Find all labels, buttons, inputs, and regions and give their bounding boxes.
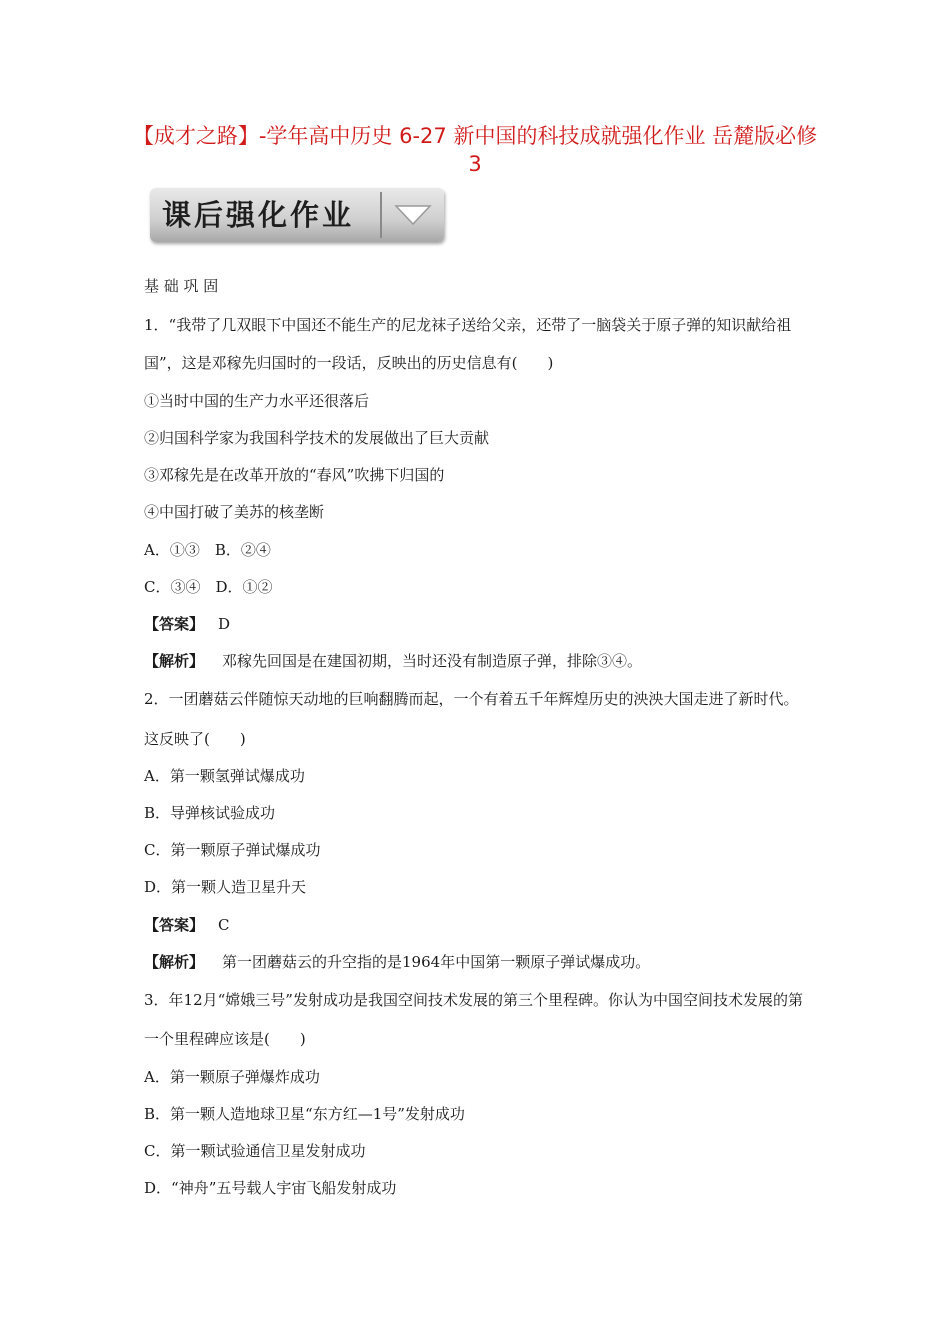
analysis-text: 第一团蘑菇云的升空指的是1964年中国第一颗原子弹试爆成功。	[222, 953, 651, 971]
answer-value: C	[218, 916, 230, 934]
q3-stem-line2: 一个里程碑应该是( )	[144, 1030, 306, 1048]
q2-option: B．导弹核试验成功	[144, 804, 276, 822]
chevron-down-icon	[388, 196, 438, 234]
section-banner	[150, 188, 444, 242]
document-title: 【成才之路】-学年高中历史 6-27 新中国的科技成就强化作业 岳麓版必修3	[132, 124, 818, 176]
q3-option: D．“神舟”五号载人宇宙飞船发射成功	[144, 1179, 397, 1197]
q2-option: C．第一颗原子弹试爆成功	[144, 841, 321, 859]
analysis-text: 邓稼先回国是在建国初期，当时还没有制造原子弹，排除③④。	[222, 652, 643, 670]
answer-value: D	[218, 615, 231, 633]
q2-stem-line2: 这反映了( )	[144, 730, 246, 748]
analysis-label: 【解析】	[144, 953, 205, 971]
q1-stem-line1: 1．“我带了几双眼下中国还不能生产的尼龙袜子送给父亲，还带了一脑袋关于原子弹的知识献给祖	[144, 316, 792, 334]
q2-answer	[144, 915, 230, 935]
q1-options: A．①③ B．②④	[144, 541, 271, 559]
q3-option: C．第一颗试验通信卫星发射成功	[144, 1142, 366, 1160]
section-heading: 基 础 巩 固	[144, 277, 219, 295]
q2-option: A．第一颗氢弹试爆成功	[144, 767, 305, 785]
banner-label: 课后强化作业	[162, 198, 355, 232]
q1-item: ③邓稼先是在改革开放的“春风”吹拂下归国的	[144, 466, 445, 484]
q3-option: B．第一颗人造地球卫星“东方红—1号”发射成功	[144, 1105, 465, 1123]
q1-stem-line2: 国”，这是邓稼先归国时的一段话，反映出的历史信息有( )	[144, 354, 554, 372]
q2-stem-line1: 2．一团蘑菇云伴随惊天动地的巨响翻腾而起，一个有着五千年辉煌历史的泱泱大国走进了新时代。	[144, 690, 799, 708]
q1-item: ②归国科学家为我国科学技术的发展做出了巨大贡献	[144, 429, 490, 447]
q1-analysis	[144, 651, 642, 671]
q1-options: C．③④ D．①②	[144, 578, 273, 596]
banner-divider	[380, 192, 382, 238]
answer-label: 【答案】	[144, 916, 205, 934]
q3-option: A．第一颗原子弹爆炸成功	[144, 1068, 320, 1086]
q3-stem-line1: 3．年12月“嫦娥三号”发射成功是我国空间技术发展的第三个里程碑。你认为中国空间技术发展的第	[144, 991, 803, 1009]
q1-answer	[144, 614, 230, 634]
answer-label: 【答案】	[144, 615, 205, 633]
analysis-label: 【解析】	[144, 652, 205, 670]
q2-option: D．第一颗人造卫星升天	[144, 878, 307, 896]
q1-item: ④中国打破了美苏的核垄断	[144, 503, 325, 521]
q2-analysis	[144, 952, 650, 972]
q1-item: ①当时中国的生产力水平还很落后	[144, 392, 370, 410]
